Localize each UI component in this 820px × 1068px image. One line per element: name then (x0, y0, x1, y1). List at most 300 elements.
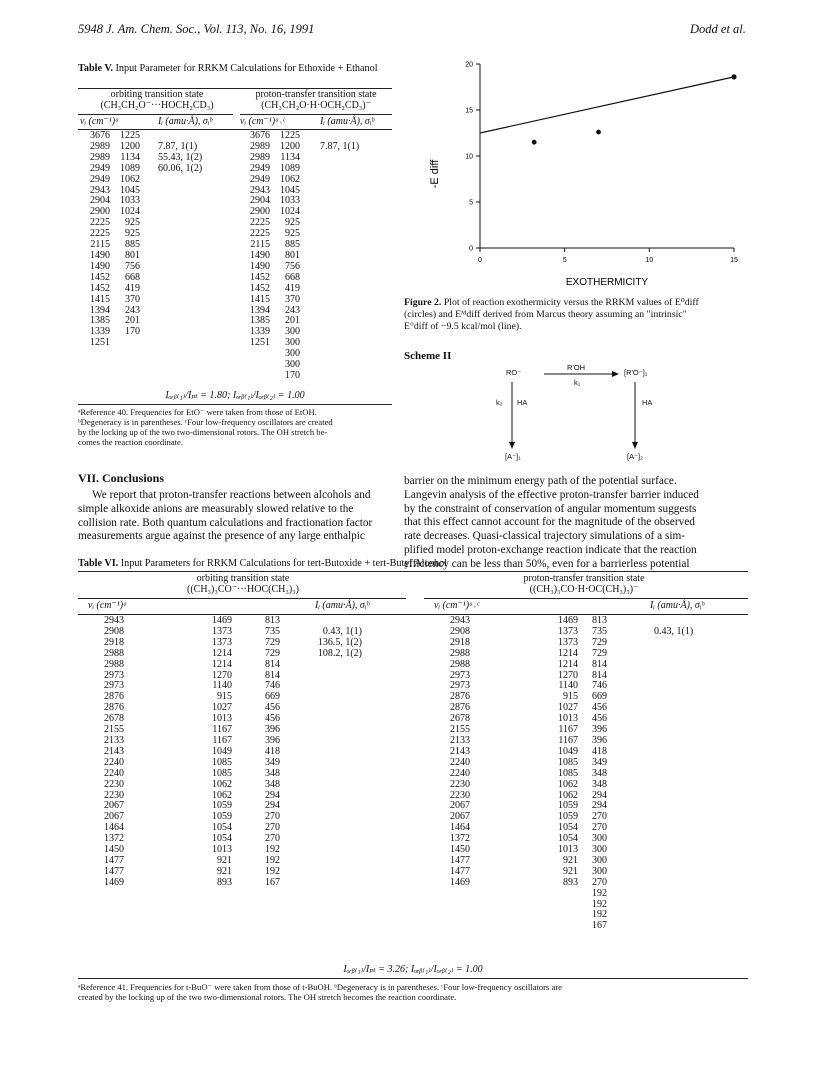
table6-cell: 814 (592, 669, 607, 681)
conclusions-body (78, 489, 398, 544)
table6-cell: 418 (592, 745, 607, 757)
table6-cell: 294 (592, 800, 607, 812)
table6-cell: 2240 (104, 767, 124, 779)
running-header-left: 5948 J. Am. Chem. Soc., Vol. 113, No. 16, 1991 (78, 22, 315, 36)
table6-cell: 1027 (212, 702, 232, 714)
table6-cell: 2678 (104, 713, 124, 725)
table6-cell: 1373 (558, 636, 578, 648)
table6-cell: 300 (592, 865, 607, 877)
table5-cell: 170 (285, 369, 300, 381)
table6-cell: 1013 (558, 713, 578, 725)
table5-cell: 2949 (90, 173, 110, 185)
table6-col-I-left: Iᵢ (amu·Å), σᵢᵇ (315, 600, 370, 611)
table6-cell: 1054 (558, 833, 578, 845)
table6-cell (434, 921, 470, 932)
table6-cell: 1469 (558, 615, 578, 626)
table5-col-I-right: Iᵢ (amu·Å), σᵢᵇ (320, 116, 375, 127)
table5-cell: 419 (285, 282, 300, 294)
table6-cell: 1450 (450, 844, 470, 856)
table6-group-right-rule (424, 598, 748, 599)
table5-cell: 1089 (280, 162, 300, 174)
table6-cell: 348 (265, 767, 280, 779)
table6-cell: 348 (265, 778, 280, 790)
table6-cell: 915 (563, 691, 578, 703)
table6-cell: 1464 (104, 822, 124, 834)
table6-cell: 456 (592, 713, 607, 725)
table5-cell: 300 (285, 359, 300, 371)
table6-cell: 1013 (212, 844, 232, 856)
table6-cell: 2230 (450, 778, 470, 790)
table5-cell: 7.87, 1(1) (320, 140, 360, 152)
table6-cell: 1167 (558, 734, 578, 746)
table5-footnote: comes the reaction coordinate. (78, 437, 183, 447)
running-header-right: Dodd et al. (690, 22, 746, 36)
x-tick-label: 10 (645, 257, 654, 264)
table6-cell: 1085 (212, 756, 232, 768)
table5-footnote: by the locking up of the two two-dimensional rotors. The OH stretch be- (78, 427, 328, 437)
table6-cell: 921 (563, 854, 578, 866)
table6-cell: 2876 (450, 702, 470, 714)
table6-cell: 1469 (450, 876, 470, 888)
table6-cell: 813 (592, 615, 607, 626)
body-line: efficiency can be less than 50%, even for a barrierless potential (404, 557, 690, 570)
table6-cell: 1054 (212, 833, 232, 845)
table6-cell: 1085 (558, 756, 578, 768)
table5-cell: 1251 (90, 337, 110, 349)
table5-left-nu2-col (112, 131, 140, 349)
table6-cell: 813 (265, 615, 280, 626)
table6-cell: 294 (265, 789, 280, 801)
x-tick-label: 15 (730, 257, 738, 264)
table6-cell: 1059 (212, 811, 232, 823)
table6-cell: 1214 (558, 658, 578, 670)
body-line: rate decreases. Quasi-classical trajectory simulations of a sim- (404, 530, 686, 543)
table6-cell: 1464 (450, 822, 470, 834)
table6-cell: 2908 (104, 625, 124, 637)
table5-cell: 1045 (120, 184, 140, 196)
x-tick-label: 0 (478, 257, 482, 264)
table6-cell: 192 (592, 898, 607, 910)
table6-cell: 167 (265, 876, 280, 888)
table6-cell: 2230 (104, 789, 124, 801)
table6-cell: 1477 (104, 854, 124, 866)
table6-left-nu2-col (196, 616, 232, 889)
table5-cell: 1134 (280, 151, 300, 163)
table6-cell: 2973 (450, 680, 470, 692)
table5-cell: 1045 (280, 184, 300, 196)
table5-caption (78, 63, 398, 75)
table6-cell: 915 (217, 691, 232, 703)
table6-footnotes (78, 982, 750, 1002)
table5-footnote: ᵃReference 40. Frequencies for EtO⁻ were taken from those of EtOH. (78, 407, 317, 417)
figure2-caption (404, 297, 736, 334)
table5-cell: 1385 (90, 315, 110, 327)
table5-cell: 1490 (250, 249, 270, 261)
table5-bottom-rule (78, 404, 392, 405)
table5-cell: 1452 (90, 282, 110, 294)
table5-cell: 1394 (90, 304, 110, 316)
table6-cell: 1477 (104, 865, 124, 877)
table5-caption-text: Input Parameter for RRKM Calculations for Ethoxide + Ethanol (115, 63, 378, 74)
table5-cell: 370 (285, 293, 300, 305)
table5-cell: 668 (285, 271, 300, 283)
table5-cell: 1385 (250, 315, 270, 327)
table5-cell: 1415 (250, 293, 270, 305)
table5-cell (240, 371, 270, 382)
table6-cell: 192 (265, 844, 280, 856)
table6-cell: 2240 (104, 756, 124, 768)
table6-cell: 2973 (104, 669, 124, 681)
table5-caption-label: Table V. (78, 63, 113, 74)
table5-cell: 925 (125, 228, 140, 240)
table6-cell: 921 (563, 865, 578, 877)
table6-cell (542, 889, 578, 900)
conclusions-line: collision rate. Both quantum calculations and fractionation factor (78, 516, 373, 529)
figure2-caption-line: (circles) and Eᴹdiff derived from Marcus theory assuming an "intrinsic" (404, 309, 687, 321)
conclusions-line: simple alkoxide anions are measurably slowed relative to the (78, 502, 354, 515)
table6-cell: 0.43, 1(1) (322, 625, 362, 637)
table6-cell: 2678 (450, 713, 470, 725)
table6-cell: 2918 (104, 636, 124, 648)
table5-cell: 2949 (250, 162, 270, 174)
table6-cell: 1167 (212, 734, 232, 746)
table6-cell: 1469 (104, 876, 124, 888)
table5-cell: 885 (285, 239, 300, 251)
table6-cell: 669 (592, 691, 607, 703)
table5-cell: 2904 (90, 195, 110, 207)
table5-cell: 925 (285, 228, 300, 240)
table6-cell: 1270 (558, 669, 578, 681)
table5-ratio: Iₒᵣᵦ₍₁₎/Iₚₜ = 1.80; Iₒᵣᵦ₍₁₎/Iₒᵣᵦ₍₂₎ = 1.00 (165, 390, 305, 401)
table5-group-right-rule (240, 114, 392, 115)
table6-col-nu-left: νᵢ (cm⁻¹)ᵃ (88, 600, 128, 611)
table6-cell: 669 (265, 691, 280, 703)
table6-cell: 300 (592, 854, 607, 866)
scheme2-ro: RO⁻ (506, 368, 522, 377)
table6-group-left (78, 574, 408, 596)
table5-group-left-title: orbiting transition state (110, 89, 204, 100)
table6-cell: 2230 (450, 789, 470, 801)
table6-cell: 1372 (450, 833, 470, 845)
table6-cell: 294 (592, 789, 607, 801)
table6-cell: 456 (265, 702, 280, 714)
table5-cell: 170 (125, 326, 140, 338)
table6-col-I-right: Iᵢ (amu·Å), σᵢᵇ (650, 600, 705, 611)
table5-cell: 201 (125, 315, 140, 327)
table6-cell: 1469 (212, 615, 232, 626)
table6-cell: 2067 (104, 811, 124, 823)
body-line: by the constraint of conservation of angular momentum suggests (404, 502, 697, 515)
table5-group-right-title: proton-transfer transition state (255, 89, 377, 100)
table6-cell: 2155 (104, 724, 124, 736)
table5-cell: 925 (125, 217, 140, 229)
table6-cell: 1167 (212, 724, 232, 736)
table6-cell: 1477 (450, 865, 470, 877)
table5-right-I-col (320, 131, 390, 153)
table5-cell (112, 338, 140, 349)
table6-cell: 1027 (558, 702, 578, 714)
y-tick-label: 15 (465, 107, 473, 115)
figure2-axes (429, 62, 738, 289)
table5-cell: 300 (285, 326, 300, 338)
table6-cell: 396 (265, 724, 280, 736)
table6-cell: 2133 (104, 734, 124, 746)
table6-cell: 1013 (558, 844, 578, 856)
line-end-point (731, 74, 736, 79)
x-axis-label: EXOTHERMICITY (565, 277, 649, 288)
table6-cell (542, 932, 578, 943)
scheme2-k2: k₂ (496, 398, 503, 407)
table5-group-left-formula: (CH₃CH₂O⁻···HOCH₂CD₃) (100, 99, 214, 111)
table6-cell: 418 (265, 745, 280, 757)
table5-cell: 1200 (280, 140, 300, 152)
scheme2-roh: R'OH (567, 363, 586, 372)
table6-cell: 192 (592, 909, 607, 921)
table6-cell: 2240 (450, 767, 470, 779)
table6-cell: 1085 (212, 767, 232, 779)
table6-col-nu-right: νᵢ (cm⁻¹)ᵃ˒ᶜ (434, 600, 480, 611)
table6-cell: 729 (265, 647, 280, 659)
table6-cell: 1054 (558, 822, 578, 834)
table5-cell: 1225 (120, 130, 140, 141)
table6-cell: 270 (265, 822, 280, 834)
table6-cell: 2230 (104, 778, 124, 790)
table6-cell: 270 (592, 822, 607, 834)
table6-cell: 349 (592, 756, 607, 768)
table6-cell: 1062 (558, 778, 578, 790)
table6-cell: 1167 (558, 724, 578, 736)
table5-footnote: ᵇDegeneracy is in parentheses. ᶜFour low-frequency oscillators are created (78, 417, 333, 427)
table5-cell: 2989 (250, 140, 270, 152)
table6-cell (434, 889, 470, 900)
table6-cell (542, 910, 578, 921)
table6-left-I-col (300, 616, 362, 660)
table6-cell: 2067 (104, 800, 124, 812)
scheme2-arrowhead-k1 (612, 371, 619, 377)
table5-cell: 1033 (280, 195, 300, 207)
table5-cell: 370 (125, 293, 140, 305)
table6-cell: 2143 (104, 745, 124, 757)
y-tick-label: 5 (469, 199, 473, 207)
figure2-caption-line: Plot of reaction exothermicity versus the RRKM values of E⁰diff (443, 297, 699, 308)
table5-cell: 2225 (90, 217, 110, 229)
table6-cell: 1049 (558, 745, 578, 757)
conclusions-heading: VII. Conclusions (78, 471, 165, 485)
table6-cell: 270 (592, 876, 607, 888)
table5-cell: 2943 (90, 184, 110, 196)
table5-footnotes (78, 407, 398, 447)
table6-cell: 814 (265, 658, 280, 670)
body-line: plified model proton-exchange reaction indicate that the reaction (404, 543, 697, 556)
body-line: Langevin analysis of the effective proton-transfer barrier induced (404, 488, 699, 501)
table6-cell: 2988 (104, 647, 124, 659)
table6-cell: 396 (592, 724, 607, 736)
table5-cell: 668 (125, 271, 140, 283)
table5-cell: 300 (285, 337, 300, 349)
table6-cell: 348 (592, 767, 607, 779)
table6-cell: 167 (592, 920, 607, 932)
table5-cell: 2115 (250, 239, 270, 251)
table5-cell: 2989 (90, 140, 110, 152)
table6-cell: 735 (592, 625, 607, 637)
figure2-marks (480, 74, 737, 144)
table6-cell: 1140 (558, 680, 578, 692)
table5-cell: 2989 (250, 151, 270, 163)
table6-cell: 1062 (558, 789, 578, 801)
table5-cell: 201 (285, 315, 300, 327)
table5-cell: 243 (285, 304, 300, 316)
scheme2-diagram (500, 360, 690, 470)
table5-col-nu-left: νᵢ (cm⁻¹)ᵃ (80, 116, 120, 127)
table5-group-right (238, 90, 394, 112)
table6-footnote: created by the locking up of the two two-dimensional rotors. The OH stretch becomes the reaction coordinate. (78, 992, 457, 1002)
data-point (532, 140, 537, 145)
table6-cell: 2943 (450, 615, 470, 626)
table6-cell: 1372 (104, 833, 124, 845)
table6-cell (592, 932, 622, 943)
table6-cell: 1214 (212, 647, 232, 659)
table6-cell: 396 (265, 734, 280, 746)
table5-cell: 1062 (120, 173, 140, 185)
y-tick-label: 0 (469, 245, 473, 253)
table6-cell: 2067 (450, 811, 470, 823)
table6-cell: 300 (592, 844, 607, 856)
table6-left-nu-col (88, 616, 124, 889)
table5-cell: 2115 (90, 239, 110, 251)
table5-cell: 885 (125, 239, 140, 251)
table6-cell: 396 (592, 734, 607, 746)
table6-cell: 2973 (104, 680, 124, 692)
table6-caption (78, 558, 748, 570)
table5-cell: 2225 (250, 228, 270, 240)
table5-cell: 1089 (120, 162, 140, 174)
table6-cell: 348 (592, 778, 607, 790)
table6-group-right-formula: ((CH₃)₃CO·H·OC(CH₃)₃)⁻ (529, 583, 639, 595)
table6-cell: 2973 (450, 669, 470, 681)
table6-cell: 1062 (212, 789, 232, 801)
table6-cell: 1059 (558, 811, 578, 823)
table5-cell: 1062 (280, 173, 300, 185)
table6-cell (434, 932, 470, 943)
table5-cell: 1452 (250, 271, 270, 283)
body-line: barrier on the minimum energy path of the potential surface. (404, 475, 677, 487)
table6-cell: 108.2, 1(2) (317, 647, 362, 659)
table6-left-nu3-col (252, 616, 280, 889)
table5-cell: 7.87, 1(1) (158, 140, 198, 152)
table5-cell: 2949 (90, 162, 110, 174)
table5-col-I-left: Iᵢ (amu·Å), σᵢᵇ (158, 116, 213, 127)
table6-cell (542, 921, 578, 932)
table5-cell: 756 (125, 260, 140, 272)
table5-cell: 1452 (250, 282, 270, 294)
table5-cell: 1134 (120, 151, 140, 163)
scheme2-complex: [R'O⁻]₁ (624, 368, 648, 377)
table5-cell: 756 (285, 260, 300, 272)
table6-cell: 2988 (104, 658, 124, 670)
x-tick-label: 5 (562, 257, 567, 264)
table6-cell: 2876 (104, 702, 124, 714)
table6-group-left-rule (78, 598, 406, 599)
scheme2-a2: [A⁻]₂ (627, 452, 644, 461)
table5-cell: 1200 (120, 140, 140, 152)
table6-cell: 136.5, 1(2) (317, 636, 362, 648)
table6-cell: 2908 (450, 625, 470, 637)
conclusions-line: We report that proton-transfer reactions between alcohols and (92, 489, 371, 501)
table5-cell: 1394 (250, 304, 270, 316)
table6-cell: 2988 (450, 658, 470, 670)
table6-cell: 746 (592, 680, 607, 692)
table6-header-rule (78, 614, 748, 615)
table6-cell: 2943 (104, 615, 124, 626)
table5-cell (240, 349, 270, 360)
table6-ratio: Iₒᵣᵦ₍₁₎/Iₚₜ = 3.26; Iₒᵣᵦ₍₁₎/Iₒᵣᵦ₍₂₎ = 1.00 (343, 964, 483, 975)
table5-cell: 2989 (90, 151, 110, 163)
table6-cell: 2067 (450, 800, 470, 812)
table6-cell: 2133 (450, 734, 470, 746)
table5-left-nu-col (80, 131, 110, 349)
table6-cell: 893 (217, 876, 232, 888)
table6-cell: 2988 (450, 647, 470, 659)
table5-cell: 300 (285, 348, 300, 360)
table6-top-rule (78, 571, 748, 572)
y-axis-label: -E diff (429, 159, 441, 189)
y-tick-label: 10 (465, 153, 473, 161)
table5-col-nu-right: νᵢ (cm⁻¹)ᵃ˒ᶜ (240, 116, 286, 127)
conclusions-line: measurements argue against the presence of any large enthalpic (78, 530, 365, 543)
scheme2-ha-right: HA (642, 398, 653, 407)
table6-cell: 1477 (450, 854, 470, 866)
table5-cell: 1033 (120, 195, 140, 207)
table5-cell (240, 360, 270, 371)
marcus-line (480, 77, 734, 133)
table5-cell: 801 (285, 249, 300, 261)
table5-cell: 3676 (250, 130, 270, 141)
table6-cell: 729 (592, 636, 607, 648)
table6-cell: 2143 (450, 745, 470, 757)
table5-cell: 1490 (90, 249, 110, 261)
table6-bottom-rule (78, 978, 748, 979)
table6-cell (434, 900, 470, 911)
table6-cell: 192 (592, 887, 607, 899)
y-tick-label: 20 (465, 61, 473, 69)
table5-cell: 2225 (250, 217, 270, 229)
table6-cell: 1054 (212, 822, 232, 834)
table5-cell: 55.43, 1(2) (158, 151, 203, 163)
table6-cell: 270 (265, 833, 280, 845)
table5-cell: 243 (125, 304, 140, 316)
table5-cell: 1339 (90, 326, 110, 338)
table6-cell: 1059 (558, 800, 578, 812)
table6-cell: 1373 (212, 625, 232, 637)
table5-group-left-rule (78, 114, 233, 115)
table6-cell: 2918 (450, 636, 470, 648)
table6-cell: 2876 (104, 691, 124, 703)
table6-right-nu3-col (592, 616, 622, 943)
table6-cell: 893 (563, 876, 578, 888)
scheme2-k1: k₁ (574, 378, 581, 387)
table5-cell: 1339 (250, 326, 270, 338)
table5-cell: 2949 (250, 173, 270, 185)
table6-cell (542, 900, 578, 911)
table6-cell: 2155 (450, 724, 470, 736)
table6-cell (434, 910, 470, 921)
table6-group-right (420, 574, 748, 596)
table6-cell: 1059 (212, 800, 232, 812)
table6-cell: 2876 (450, 691, 470, 703)
scheme2-a1: [A⁻]₁ (505, 452, 521, 461)
table6-group-right-title: proton-transfer transition state (523, 573, 645, 584)
table6-cell: 270 (592, 811, 607, 823)
